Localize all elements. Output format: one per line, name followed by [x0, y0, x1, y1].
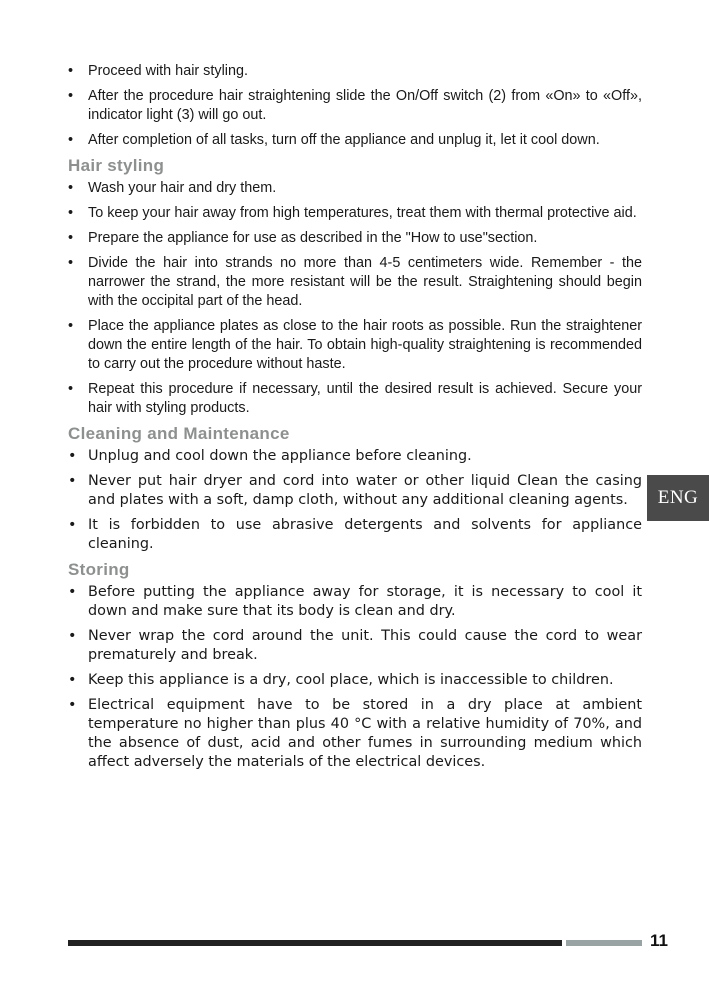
list-item: • Wash your hair and dry them. [68, 179, 642, 198]
list-item: • After completion of all tasks, turn off the appliance and unplug it, let it cool down. [68, 131, 642, 150]
intro-list [68, 62, 642, 150]
list-item: • Never put hair dryer and cord into water or other liquid Clean the casing and plates with a soft, damp cloth, without any additional cleaning agents. [68, 472, 642, 510]
list-item: • Repeat this procedure if necessary, until the desired result is achieved. Secure your hair with styling products. [68, 380, 642, 418]
list-item: • Place the appliance plates as close to the hair roots as possible. Run the straightener down the entire length of the hair. To obtain high-quality straightening is recommended to carry out the procedure without haste. [68, 317, 642, 374]
page-content [68, 62, 642, 778]
list-item: • It is forbidden to use abrasive detergents and solvents for appliance cleaning. [68, 516, 642, 554]
section-title-storing: Storing [68, 560, 130, 579]
list-item: • Prepare the appliance for use as described in the "How to use"section. [68, 229, 642, 248]
cleaning-list [68, 447, 642, 554]
footer-bar-light [566, 940, 642, 946]
section-title-hair-styling: Hair styling [68, 156, 165, 175]
list-item: • Unplug and cool down the appliance before cleaning. [68, 447, 642, 466]
language-tab: ENG [647, 475, 709, 521]
page-number: 11 [650, 931, 668, 950]
list-item: • Before putting the appliance away for storage, it is necessary to cool it down and make sure that its body is clean and dry. [68, 583, 642, 621]
list-item: • To keep your hair away from high temperatures, treat them with thermal protective aid. [68, 204, 642, 223]
list-item: • Keep this appliance is a dry, cool place, which is inaccessible to children. [68, 671, 642, 690]
hair-styling-list [68, 179, 642, 418]
list-item: • After the procedure hair straightening slide the On/Off switch (2) from «On» to «Off», indicator light (3) will go out. [68, 87, 642, 125]
list-item: • Electrical equipment have to be stored in a dry place at ambient temperature no higher than plus 40 °C with a relative humidity of 70%, and the absence of dust, acid and other fumes in surrounding medium which affect adversely the materials of the electrical devices. [68, 696, 642, 772]
storing-list [68, 583, 642, 772]
list-item: • Divide the hair into strands no more than 4-5 centimeters wide. Remember - the narrower the strand, the more resistant will be the result. Straightening should begin with the occipital part of the head. [68, 254, 642, 311]
footer-bar-dark [68, 940, 562, 946]
section-title-cleaning: Cleaning and Maintenance [68, 424, 290, 443]
list-item: • Proceed with hair styling. [68, 62, 642, 81]
list-item: • Never wrap the cord around the unit. This could cause the cord to wear prematurely and break. [68, 627, 642, 665]
